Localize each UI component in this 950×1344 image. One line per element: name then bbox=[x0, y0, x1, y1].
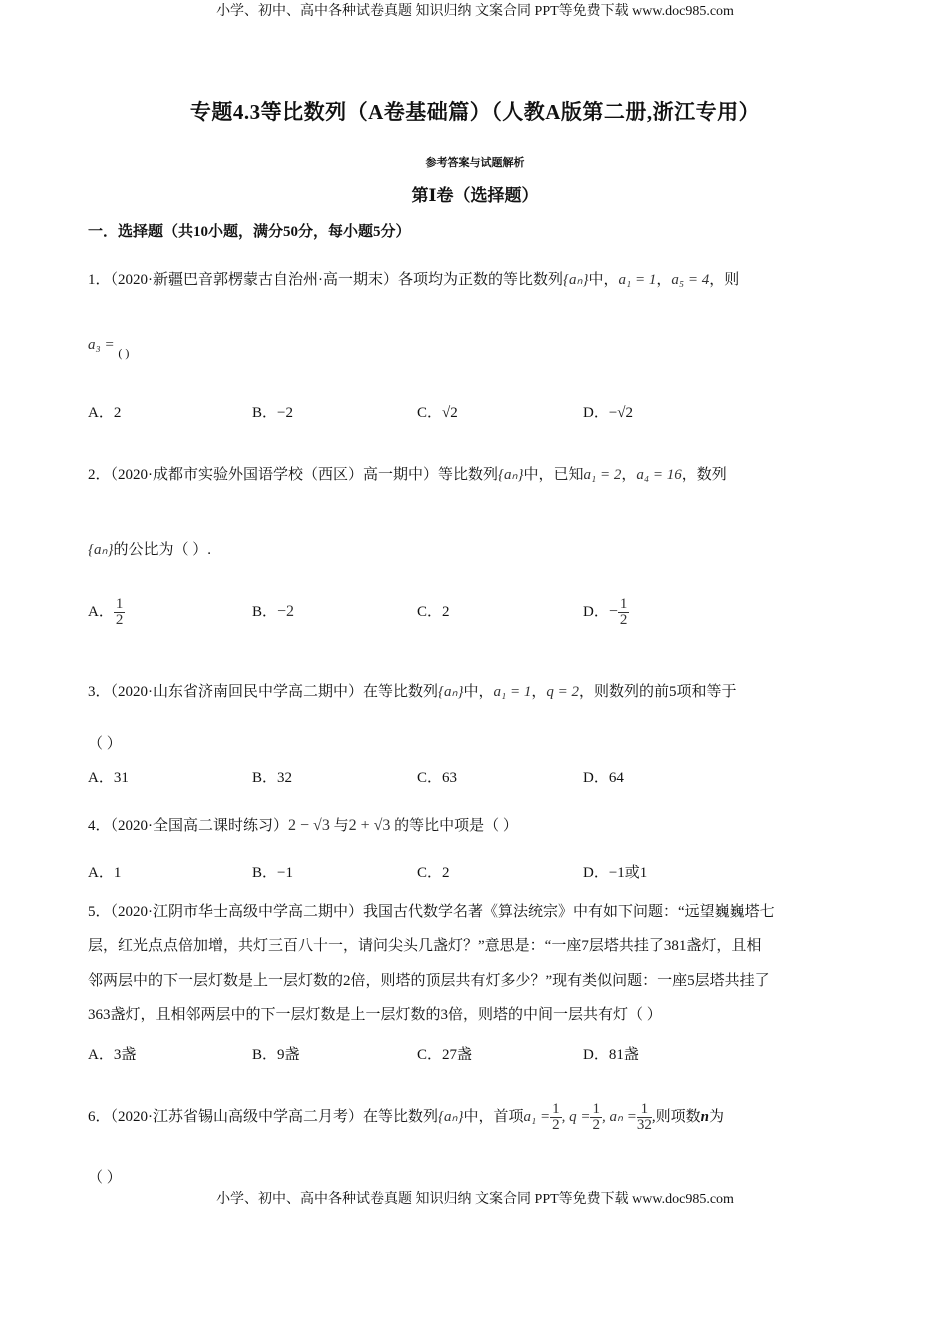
option-c: C．27盏 bbox=[417, 1047, 473, 1063]
numerator: 1 bbox=[637, 1102, 652, 1118]
question-5-line: 363盏灯，且相邻两层中的下一层灯数是上一层灯数的3倍，则塔的中间一层共有灯（ ） bbox=[88, 1007, 662, 1023]
question-text: 中， bbox=[588, 272, 619, 288]
denominator: 2 bbox=[115, 612, 124, 629]
math-var: n bbox=[700, 1109, 709, 1125]
question-text: 为 bbox=[708, 1109, 724, 1125]
answer-blank: （ ） bbox=[88, 1170, 122, 1186]
volume-heading: 第Ⅰ卷（选择题） bbox=[411, 186, 539, 205]
q1-line2 bbox=[88, 335, 130, 360]
option-label: B． bbox=[252, 604, 278, 620]
math-seq: {aₙ} bbox=[438, 1109, 464, 1125]
question-2 bbox=[88, 465, 727, 485]
option-a bbox=[88, 592, 125, 632]
denominator: 2 bbox=[619, 612, 628, 629]
option-d bbox=[583, 592, 629, 632]
question-text: 的公比为（ ）. bbox=[113, 542, 211, 558]
question-number: 4． bbox=[88, 818, 111, 834]
math-seq: {aₙ} bbox=[498, 467, 524, 483]
math-cond: a₁ = 1 bbox=[493, 684, 532, 700]
question-5-line: 层，红光点点倍加增，共灯三百八十一，请问尖头几盏灯？”意思是：“一座7层塔共挂了381盏灯，且相 bbox=[88, 938, 762, 954]
question-text: 的等比中项是（ ） bbox=[394, 818, 518, 834]
fraction bbox=[114, 597, 126, 628]
page-header: 小学、初中、高中各种试卷真题 知识归纳 文案合同 PPT等免费下载 www.doc985.com bbox=[216, 4, 734, 19]
math-cond: a₅ = 4 bbox=[671, 272, 710, 288]
answer-blank: （ ） bbox=[88, 736, 122, 752]
option-c: C．√2 bbox=[417, 405, 458, 421]
punct: ， bbox=[656, 272, 672, 288]
question-text: ，数列 bbox=[681, 467, 727, 483]
question-5-line: 5．（2020·江阴市华士高级中学高二期中）我国古代数学名著《算法统宗》中有如下问题：“远望巍巍塔七 bbox=[88, 904, 775, 920]
question-4 bbox=[88, 816, 518, 836]
fraction bbox=[618, 597, 630, 628]
option-b: B．32 bbox=[252, 770, 293, 786]
option-a: A．1 bbox=[88, 865, 122, 881]
option-label: A． bbox=[88, 604, 114, 620]
math-seq: {aₙ} bbox=[438, 684, 464, 700]
question-text: 与 bbox=[333, 818, 349, 834]
fraction bbox=[637, 1102, 652, 1133]
fraction bbox=[550, 1102, 562, 1133]
option-d: D．81盏 bbox=[583, 1047, 639, 1063]
option-b: B．9盏 bbox=[252, 1047, 300, 1063]
page-footer: 小学、初中、高中各种试卷真题 知识归纳 文案合同 PPT等免费下载 www.doc985.com bbox=[216, 1192, 734, 1207]
question-text: （2020·山东省济南回民中学高二期中）在等比数列 bbox=[110, 684, 439, 700]
question-1 bbox=[88, 270, 739, 290]
question-text: 中，已知 bbox=[523, 467, 584, 483]
denominator: 32 bbox=[636, 1117, 652, 1134]
math-cond: a₁ = 1 bbox=[618, 272, 657, 288]
denominator: 2 bbox=[592, 1117, 600, 1134]
math-cond: q = 2 bbox=[546, 684, 579, 700]
option-label: C． bbox=[417, 604, 443, 620]
numerator: 1 bbox=[115, 596, 124, 613]
option-d: D．64 bbox=[583, 770, 624, 786]
section-heading: 一．选择题（共10小题，满分50分，每小题5分） bbox=[88, 224, 411, 240]
option-c: C．2 bbox=[417, 865, 450, 881]
math-cond: a₄ = 16 bbox=[636, 467, 682, 483]
question-text: ,则项数 bbox=[651, 1109, 701, 1125]
option-value: 2 bbox=[442, 604, 450, 620]
option-value: −2 bbox=[277, 603, 295, 620]
numerator: 1 bbox=[552, 1101, 560, 1118]
question-5-line: 邻两层中的下一层灯数是上一层灯数的2倍，则塔的顶层共有灯多少？”现有类似问题：一座5层塔共挂了 bbox=[88, 973, 770, 989]
question-text: ，则 bbox=[709, 272, 740, 288]
answer-blank: ( ) bbox=[118, 346, 130, 360]
q2-line2 bbox=[88, 540, 211, 560]
option-a: A．2 bbox=[88, 405, 122, 421]
subtitle: 参考答案与试题解析 bbox=[425, 157, 525, 169]
question-text: ，则数列的前5项和等于 bbox=[579, 684, 737, 700]
document-title: 专题4.3等比数列（A卷基础篇）（人教A版第二册,浙江专用） bbox=[189, 100, 761, 124]
question-number: 6． bbox=[88, 1109, 111, 1125]
math-seq: {aₙ} bbox=[563, 272, 589, 288]
question-text: （2020·新疆巴音郭楞蒙古自治州·高一期末）各项均为正数的等比数列 bbox=[110, 272, 564, 288]
question-text: （2020·全国高二课时练习） bbox=[110, 818, 289, 834]
math-cond: a₁ = 2 bbox=[583, 467, 622, 483]
option-c bbox=[417, 592, 450, 632]
punct: ， bbox=[621, 467, 637, 483]
question-number: 1． bbox=[88, 272, 111, 288]
option-b: B．−2 bbox=[252, 405, 293, 421]
question-number: 2． bbox=[88, 467, 111, 483]
option-a: A．31 bbox=[88, 770, 129, 786]
minus-sign: − bbox=[608, 603, 618, 620]
question-text: （2020·成都市实验外国语学校（西区）高一期中）等比数列 bbox=[110, 467, 499, 483]
option-b bbox=[252, 592, 294, 632]
math-expr: a₃ = bbox=[88, 337, 115, 353]
numerator: 1 bbox=[592, 1101, 600, 1118]
option-label: D． bbox=[583, 604, 609, 620]
question-3 bbox=[88, 682, 737, 702]
question-6 bbox=[88, 1097, 724, 1137]
question-number: 3． bbox=[88, 684, 111, 700]
math-seq: {aₙ} bbox=[88, 542, 114, 558]
numerator: 1 bbox=[619, 596, 628, 613]
question-text: 中， bbox=[463, 684, 494, 700]
math-expr: 2 + √3 bbox=[348, 817, 391, 834]
option-a: A．3盏 bbox=[88, 1047, 137, 1063]
math-expr: , aₙ = bbox=[601, 1109, 637, 1125]
denominator: 2 bbox=[552, 1117, 560, 1134]
question-text: （2020·江苏省锡山高级中学高二月考）在等比数列 bbox=[110, 1109, 439, 1125]
question-text: 中，首项 bbox=[463, 1109, 524, 1125]
punct: ， bbox=[531, 684, 547, 700]
math-expr: 2 − √3 bbox=[288, 817, 330, 834]
math-expr: , q = bbox=[561, 1109, 591, 1125]
option-d: D．−1或1 bbox=[583, 865, 648, 881]
option-b: B．−1 bbox=[252, 865, 293, 881]
math-expr: a₁ = bbox=[523, 1109, 551, 1125]
fraction bbox=[590, 1102, 602, 1133]
option-c: C．63 bbox=[417, 770, 458, 786]
option-d: D．−√2 bbox=[583, 405, 634, 421]
